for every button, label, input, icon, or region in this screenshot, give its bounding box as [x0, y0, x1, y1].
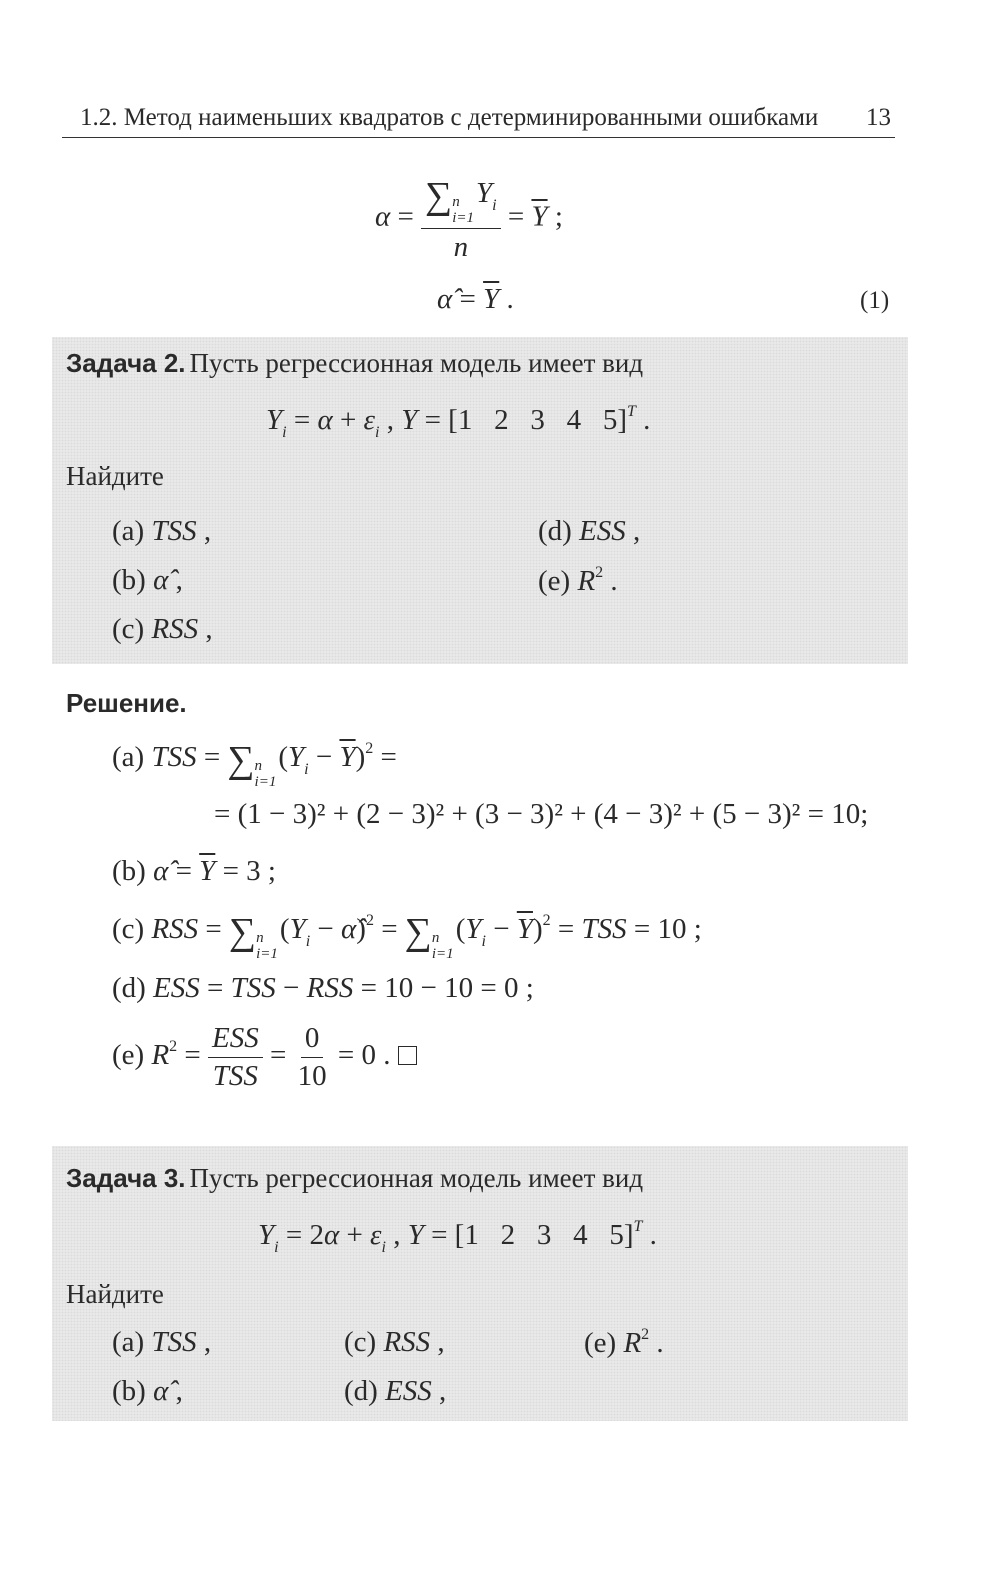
task3-item-c: (c) RSS , [344, 1326, 445, 1358]
formula-alpha-hat: α̂ = $\overline{Y}$ . [437, 283, 514, 315]
task3-model: $Y_i = 2\alpha + \varepsilon_i$ , Y = [1 2 3 4 5]$^T$ . [258, 1218, 657, 1256]
solution-d: (d) ESS = TSS − RSS = 10 − 10 = 0 ; [112, 972, 534, 1004]
task2-model: $Y_i = \alpha + \varepsilon_i$ , Y = [1 2 3 4 5]$^T$ . [266, 403, 651, 441]
task3-intro: Пусть регрессионная модель имеет вид [189, 1163, 644, 1193]
task3-item-b: (b) α̂ , [112, 1375, 183, 1407]
page-number: 13 [866, 104, 891, 131]
solution-a-expansion: = (1 − 3)² + (2 − 3)² + (3 − 3)² + (4 − 3)² + (5 − 3)² = 10; [214, 798, 869, 830]
solution-title: Решение. [66, 688, 187, 718]
qed-square-icon [398, 1046, 417, 1065]
task2-item-b: (b) α̂ , [112, 564, 183, 596]
task3-title: Задача 3. [66, 1163, 186, 1193]
task2-intro: Пусть регрессионная модель имеет вид [189, 348, 644, 378]
task2-item-d: (d) ESS , [538, 515, 641, 547]
solution-a: (a) TSS = ∑ n i=1 $(Y_i - \overline{Y})^2$ = [112, 739, 397, 790]
task3-item-d: (d) ESS , [344, 1375, 447, 1407]
alpha-fraction: ∑ n i=1 $Y_i$ n [421, 174, 500, 264]
chapter-title: 1.2. Метод наименьших квадратов с детерминированными ошибками [80, 104, 819, 131]
solution-c: (c) RSS = ∑ n i=1 ($Y_i$ − α̂)$^2$ = ∑ n i=1 $(Y_i - \overline{Y})^2$ = TSS = 10 ; [112, 911, 702, 962]
task2-item-a: (a) TSS , [112, 515, 212, 547]
formula-alpha: α = ∑ n i=1 $Y_i$ n = $\overline{Y}$ ; [375, 175, 563, 263]
task3-item-a: (a) TSS , [112, 1326, 212, 1358]
task3-find: Найдите [66, 1279, 164, 1309]
ess-tss-fraction: $\frac{\text{ESS}}{\text{TSS}}$ [208, 1022, 263, 1093]
zero-ten-fraction: $\frac{0}{10}$ [297, 1022, 327, 1092]
solution-b: (b) α̂ = $\overline{Y} = 3$ ; [112, 855, 276, 887]
task3-heading [66, 1163, 643, 1194]
task2-item-c: (c) RSS , [112, 613, 213, 645]
task3-item-e: (e) $R^2$ . [584, 1326, 664, 1359]
solution-e: (e) $R^2$ = $\frac{\text{ESS}}{\text{TSS}}$ = $\frac{0}{10}$ = 0 . [112, 1022, 417, 1093]
task2-item-e: (e) $R^2$ . [538, 564, 618, 597]
equation-number: (1) [860, 287, 890, 314]
header-rule [62, 137, 895, 138]
task2-heading [66, 348, 643, 379]
task2-find: Найдите [66, 461, 164, 491]
task2-title: Задача 2. [66, 348, 186, 378]
running-header [80, 104, 818, 132]
